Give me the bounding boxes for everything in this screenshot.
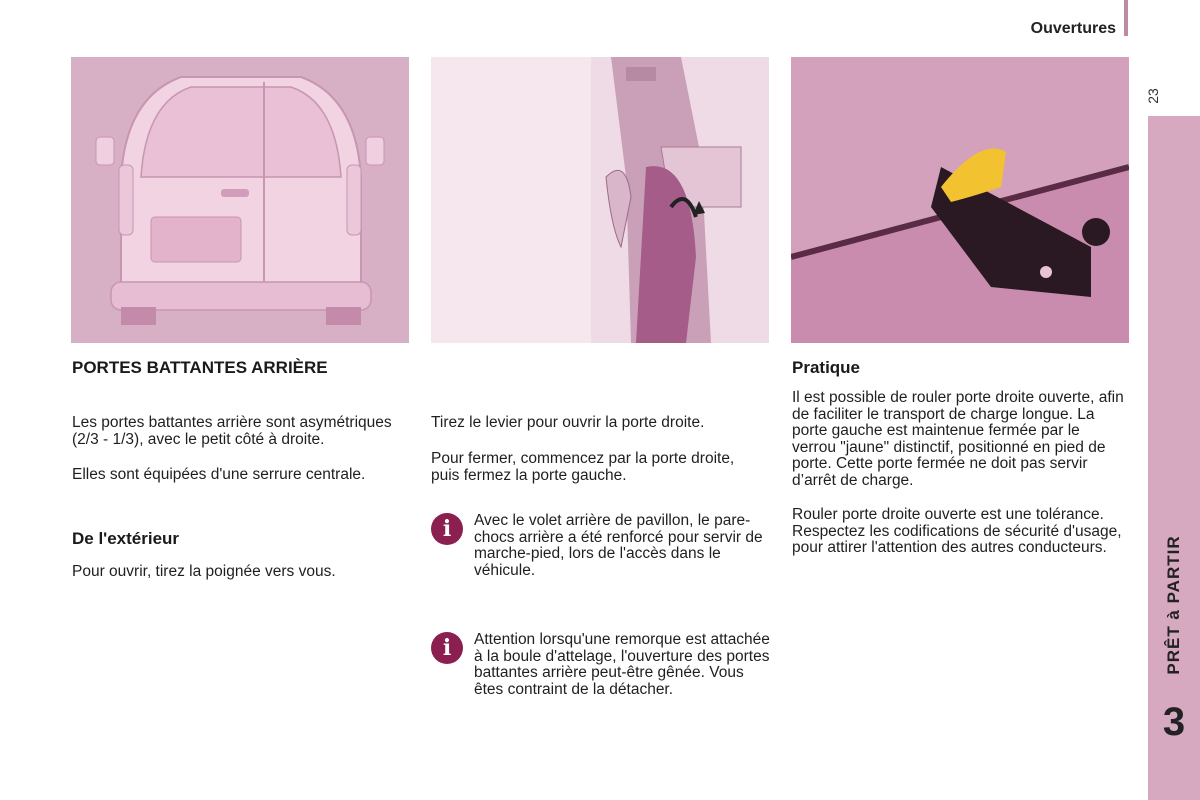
column2-paragraph-2: Pour fermer, commencez par la porte droite, puis fermez la porte gauche. — [431, 450, 735, 484]
subheading-exterior: De l'extérieur — [72, 529, 180, 548]
info-note-1-text: Avec le volet arrière de pavillon, le pare-chocs arrière a été renforcé pour servir de marche-pied, lors de l'accès dans le véhicule. — [474, 512, 763, 579]
yellow-latch-illustration — [791, 57, 1129, 343]
info-note-2-text: Attention lorsqu'une remorque est attachée à la boule d'attelage, l'ouverture des portes battantes arrière peut-être gênée. Vous êtes contraint de la détacher. — [474, 631, 770, 698]
info-icon: i — [431, 513, 463, 545]
van-rear-illustration — [71, 57, 409, 343]
door-lever-illustration — [431, 57, 769, 343]
info-note-1 — [431, 513, 776, 583]
info-note-2 — [431, 632, 776, 717]
column1-paragraph-3: Pour ouvrir, tirez la poignée vers vous. — [72, 563, 336, 580]
chapter-label — [1148, 520, 1200, 690]
chapter-label-text: PRÊT à PARTIR — [1164, 535, 1183, 675]
section-title: Ouvertures — [1030, 20, 1116, 37]
page-number: 23 — [1145, 88, 1161, 104]
column1-paragraph-1: Les portes battantes arrière sont asymétriques (2/3 - 1/3), avec le petit côté à droite. — [72, 414, 392, 448]
header-divider — [1124, 0, 1128, 36]
column2-paragraph-1: Tirez le levier pour ouvrir la porte droite. — [431, 414, 705, 431]
column3-paragraph-2: Rouler porte droite ouverte est une tolérance. Respectez les codifications de sécurité d'usage, pour attirer l'attention des autres conducteurs. — [792, 506, 1122, 556]
column3-paragraph-1: Il est possible de rouler porte droite ouverte, afin de faciliter le transport de charge longue. La porte gauche est maintenue fermée par le verrou "jaune" distinctif, positionné en pied de porte. Cette porte fermée ne doit pas servir d’arrêt de charge. — [792, 389, 1124, 489]
info-icon: i — [431, 632, 463, 664]
chapter-sidebar — [1148, 116, 1200, 800]
chapter-number: 3 — [1162, 700, 1186, 744]
subheading-pratique: Pratique — [792, 358, 861, 377]
main-heading: PORTES BATTANTES ARRIÈRE — [72, 358, 328, 377]
column1-paragraph-2: Elles sont équipées d'une serrure centrale. — [72, 466, 366, 483]
